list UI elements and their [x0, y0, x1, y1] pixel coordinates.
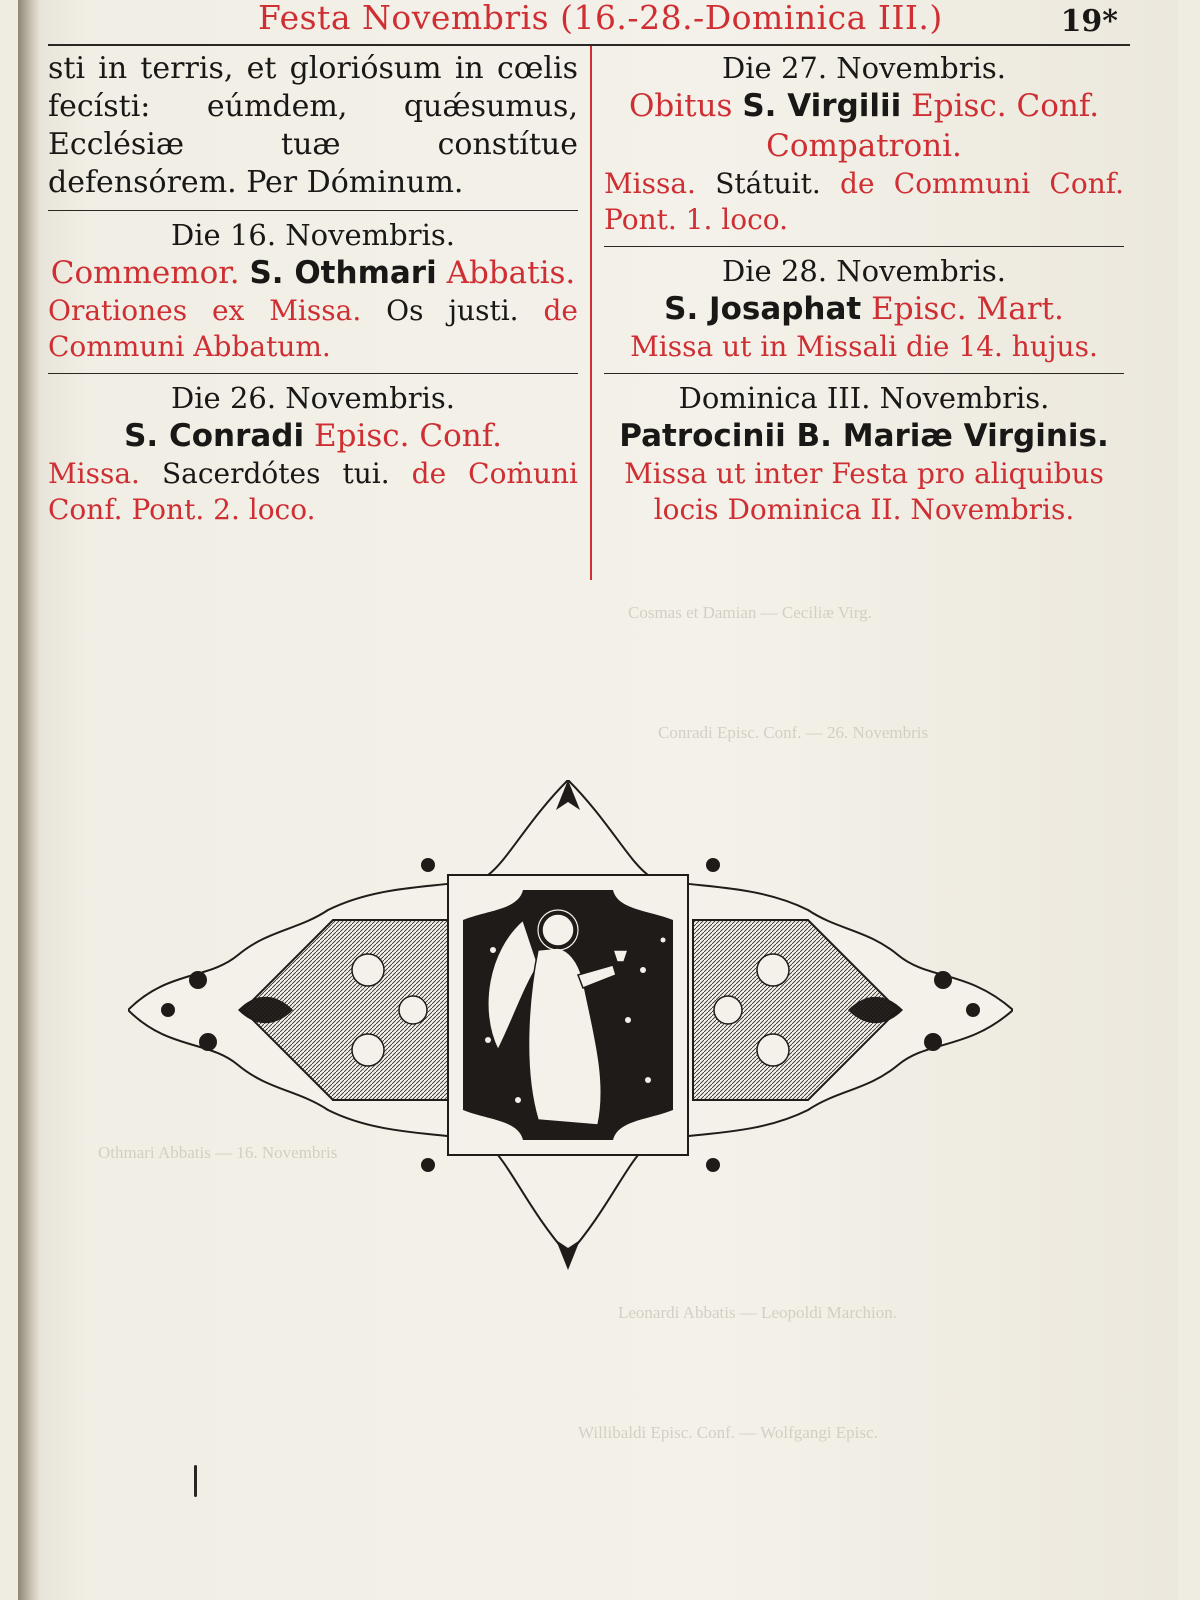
entry-date: Dominica III. Novembris.: [678, 381, 1050, 415]
feast-name: Patrocinii B. Mariæ Virginis.: [619, 418, 1109, 454]
entry-rubric: [48, 456, 578, 528]
bleed-through-text: Conradi Episc. Conf. — 26. Novembris: [658, 723, 929, 742]
saint-name: S. Conradi: [124, 418, 305, 454]
entry-rank: Episc. Conf. Compatroni.: [766, 88, 1100, 164]
rubric-text: de Coṁuni Conf. Pont. 2. loco.: [48, 457, 578, 526]
page-number: 19*: [1060, 4, 1118, 39]
entry-dominica-iii: [604, 380, 1124, 528]
bleed-through-text: Othmari Abbatis — 16. Novembris: [98, 1143, 338, 1162]
bleed-through-text: Cosmas et Damian — Ceciliæ Virg.: [628, 603, 872, 622]
missa-label: Missa.: [604, 167, 696, 200]
entry-rank: Episc. Conf.: [313, 418, 502, 454]
entry-rank: Abbatis.: [446, 255, 576, 291]
rubric-text: de Communi Abbatum.: [48, 294, 578, 363]
entry-date: Die 27. Novembris.: [722, 51, 1006, 85]
rubric-text: Missa ut in Missali die 14. hujus.: [630, 330, 1098, 363]
book-page: [18, 0, 1178, 1600]
entry-rubric: [604, 166, 1124, 238]
entry-saint-line: [48, 253, 578, 293]
entry-saint-line: [604, 289, 1124, 329]
entry-date: Die 16. Novembris.: [171, 218, 455, 252]
saint-name: S. Othmari: [249, 255, 437, 291]
left-column: [48, 50, 578, 528]
rubric-text: Missa ut inter Festa pro aliquibus locis Dominica II. Novembris.: [624, 457, 1104, 526]
introit-incipit: Státuit.: [715, 167, 821, 200]
running-header: [48, 0, 1118, 44]
saint-name: S. Virgilii: [742, 88, 902, 124]
section-rule: [48, 210, 578, 211]
entry-nov-28: [604, 253, 1124, 365]
header-rule: [48, 44, 1130, 46]
pencil-mark: [194, 1465, 197, 1497]
entry-saint-line: [604, 416, 1124, 456]
entry-saint-line: [48, 416, 578, 456]
header-title: Festa Novembris (16.-28.-Dominica III.): [258, 0, 943, 37]
entry-nov-27: [604, 50, 1124, 238]
saint-name: S. Josaphat: [664, 291, 862, 327]
entry-nov-26: [48, 380, 578, 528]
entry-rank: Episc. Mart.: [871, 291, 1064, 327]
entry-nov-16: [48, 217, 578, 365]
bleed-through-text: Willibaldi Episc. Conf. — Wolfgangi Episc.: [578, 1423, 878, 1442]
entry-date: Die 28. Novembris.: [722, 254, 1006, 288]
introit-incipit: Os justi.: [386, 294, 519, 327]
entry-prefix: Commemor.: [50, 255, 240, 291]
rubric-text: Orationes ex Missa.: [48, 294, 362, 327]
binding-shadow: [18, 0, 40, 1600]
rubric-text: de Communi Conf. Pont. 1. loco.: [604, 167, 1125, 236]
entry-saint-line: [604, 86, 1124, 166]
right-column: [604, 50, 1124, 528]
bleed-through-text: Leonardi Abbatis — Leopoldi Marchion.: [618, 1303, 898, 1322]
entry-date: Die 26. Novembris.: [171, 381, 455, 415]
missa-label: Missa.: [48, 457, 140, 490]
entry-prefix: Obitus: [628, 88, 733, 124]
introit-incipit: Sacerdótes tui.: [161, 457, 390, 490]
angel-vignette-icon: [128, 780, 1013, 1270]
section-rule: [48, 373, 578, 374]
section-rule: [604, 373, 1124, 374]
collect-continuation: sti in terris, et gloriósum in cœlis fecísti: eúmdem, quǽsumus, Ecclésiæ tuæ constítue defensórem. Per Dóminum.: [48, 51, 578, 200]
column-divider: [590, 46, 592, 580]
entry-rubric: [48, 293, 578, 365]
section-rule: [604, 246, 1124, 247]
